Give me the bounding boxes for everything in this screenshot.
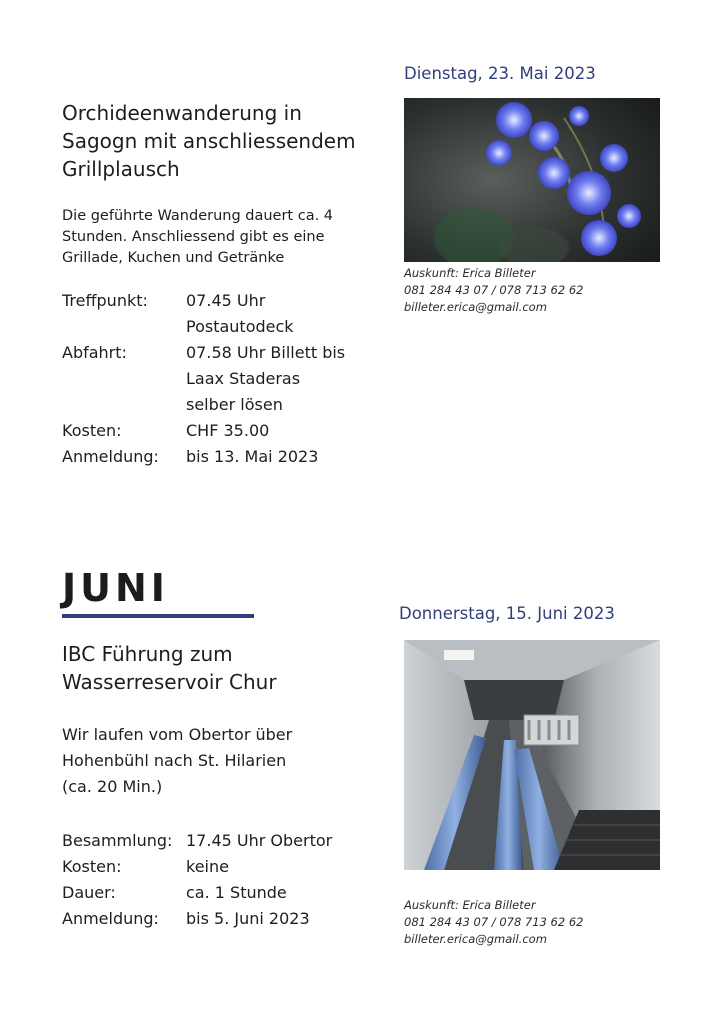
description-line: Die geführte Wanderung dauert ca. 4 xyxy=(62,208,334,224)
event2-contact xyxy=(404,897,583,948)
event1-date: Dienstag, 23. Mai 2023 xyxy=(404,64,596,83)
contact-email: billeter.erica@gmail.com xyxy=(404,932,547,946)
detail-label: Anmeldung: xyxy=(62,909,159,928)
detail-label: Besammlung: xyxy=(62,831,173,850)
event1-description xyxy=(62,206,333,269)
month-underline xyxy=(62,614,254,618)
event1-title-line: Orchideenwanderung in xyxy=(62,101,302,125)
detail-value: bis 13. Mai 2023 xyxy=(186,447,319,466)
event1-details xyxy=(62,288,382,470)
event1-title-line: Sagogn mit anschliessendem xyxy=(62,129,356,153)
detail-value: Laax Staderas xyxy=(186,369,301,388)
detail-value: 07.45 Uhr xyxy=(186,291,266,310)
detail-label: Anmeldung: xyxy=(62,447,159,466)
detail-label: Abfahrt: xyxy=(62,343,127,362)
detail-label: Dauer: xyxy=(62,883,116,902)
event2-title-line: IBC Führung zum xyxy=(62,642,233,666)
detail-value: ca. 1 Stunde xyxy=(186,883,287,902)
detail-label: Kosten: xyxy=(62,857,122,876)
detail-row-abfahrt xyxy=(62,340,382,418)
description-line: Wir laufen vom Obertor über xyxy=(62,725,293,744)
event2-title-line: Wasserreservoir Chur xyxy=(62,670,277,694)
description-line: Grillade, Kuchen und Getränke xyxy=(62,250,285,266)
detail-label: Kosten: xyxy=(62,421,122,440)
detail-row-dauer xyxy=(62,880,382,906)
detail-value: 07.58 Uhr Billett bis xyxy=(186,343,346,362)
detail-label: Treffpunkt: xyxy=(62,291,148,310)
detail-value: Postautodeck xyxy=(186,317,294,336)
event1-title-line: Grillplausch xyxy=(62,157,180,181)
event2-date: Donnerstag, 15. Juni 2023 xyxy=(399,604,615,623)
detail-value: 17.45 Uhr Obertor xyxy=(186,831,333,850)
month-heading: JUNI xyxy=(62,566,169,610)
event2-details xyxy=(62,828,382,932)
description-line: (ca. 20 Min.) xyxy=(62,777,163,796)
contact-email: billeter.erica@gmail.com xyxy=(404,300,547,314)
event2-description xyxy=(62,722,292,800)
contact-phone: 081 284 43 07 / 078 713 62 62 xyxy=(404,915,584,929)
detail-row-kosten xyxy=(62,854,382,880)
contact-line: Auskunft: Erica Billeter xyxy=(404,266,536,280)
detail-row-kosten xyxy=(62,418,382,444)
description-line: Stunden. Anschliessend gibt es eine xyxy=(62,229,325,245)
detail-value: bis 5. Juni 2023 xyxy=(186,909,310,928)
detail-row-besammlung xyxy=(62,828,382,854)
orchid-photo xyxy=(404,98,660,262)
detail-value: selber lösen xyxy=(186,395,283,414)
event2-title xyxy=(62,640,277,696)
contact-line: Auskunft: Erica Billeter xyxy=(404,898,536,912)
detail-value: CHF 35.00 xyxy=(186,421,270,440)
contact-phone: 081 284 43 07 / 078 713 62 62 xyxy=(404,283,584,297)
description-line: Hohenbühl nach St. Hilarien xyxy=(62,751,287,770)
detail-row-anmeldung xyxy=(62,906,382,932)
detail-row-anmeldung xyxy=(62,444,382,470)
reservoir-photo xyxy=(404,640,660,870)
event1-contact xyxy=(404,265,583,316)
detail-row-treffpunkt xyxy=(62,288,382,340)
detail-value: keine xyxy=(186,857,229,876)
event1-title xyxy=(62,99,356,183)
